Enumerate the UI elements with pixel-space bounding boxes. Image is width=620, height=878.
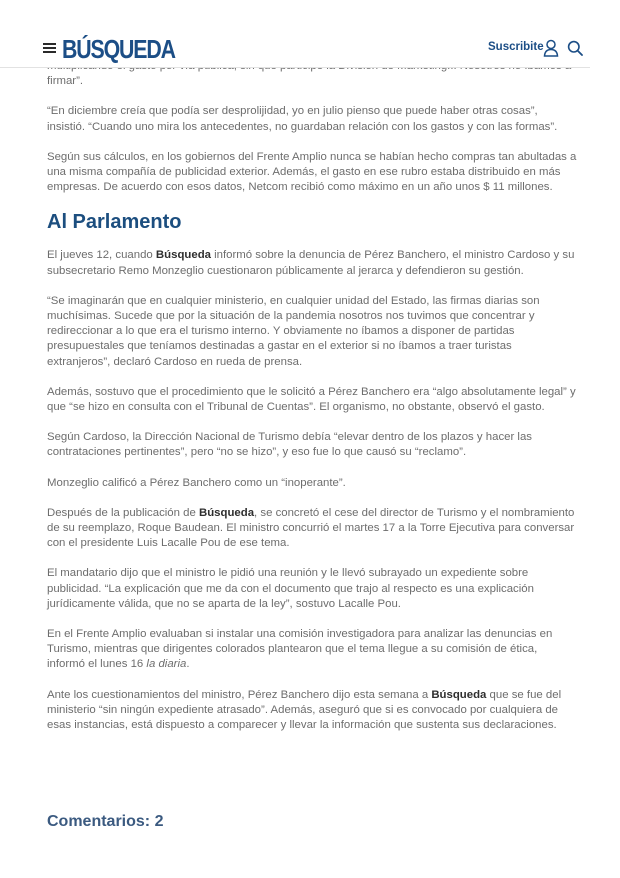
text-segment: que se fue del ministerio “sin ningún expediente atrasado”. Además, aseguró que si es convocado por cualquiera de esas instancias, está dispuesto a comparecer y llevar la información que sustenta sus declaraciones. bbox=[47, 688, 562, 732]
article-paragraph bbox=[47, 248, 577, 278]
publication-name: Búsqueda bbox=[155, 249, 211, 262]
article-body bbox=[47, 59, 577, 748]
site-header bbox=[0, 30, 590, 68]
article-paragraph bbox=[47, 627, 577, 673]
text-segment: Ante los cuestionamientos del ministro, Pérez Banchero dijo esta semana a bbox=[47, 688, 432, 701]
article-paragraph: Según sus cálculos, en los gobiernos del Frente Amplio nunca se habían hecho compras tan abultadas a una misma compañía de publicidad exterior. Además, el gasto en ese rubro estaba distribuido en más empresas. De acuerdo con esos datos, Netcom recibió como máximo en un año unos $ 11 millones. bbox=[47, 150, 577, 194]
article-paragraph: El mandatario dijo que el ministro le pidió una reunión y le llevó subrayado un expediente sobre publicidad. “La explicación que me da con el documento que trajo al respecto es una explicación jurídicamente válida, que no se aparta de la ley”, sostuvo Lacalle Pou. bbox=[47, 567, 534, 610]
hamburger-menu-icon[interactable] bbox=[43, 43, 56, 53]
text-segment: Después de la publicación de bbox=[47, 506, 199, 519]
article-paragraph: Además, sostuvo que el procedimiento que le solicitó a Pérez Banchero era “algo absolutamente legal” y que “se hizo en consulta con el Tribunal de Cuentas”. El organismo, no obstante, observó el gasto. bbox=[47, 385, 576, 414]
text-segment: En el Frente Amplio evaluaban si instalar una comisión investigadora para analizar las denuncias en Turismo, mientras que dirigentes colorados plantearon que el tema llegue a su comisión de ética, informó el lunes 16 bbox=[47, 628, 553, 671]
search-icon[interactable] bbox=[567, 40, 583, 56]
site-logo[interactable]: BÚSQUEDA bbox=[62, 34, 175, 64]
text-segment: . bbox=[186, 658, 190, 671]
article-paragraph bbox=[47, 506, 577, 552]
article-paragraph: Según Cardoso, la Dirección Nacional de Turismo debía “elevar dentro de los plazos y hacer las contrataciones pertinentes”, pero “no se hizo”, y eso fue lo que causó su “reclamo”. bbox=[47, 431, 532, 459]
publication-name: Búsqueda bbox=[431, 688, 487, 701]
publication-name: la diaria bbox=[146, 658, 187, 671]
article-paragraph: “Se imaginarán que en cualquier ministerio, en cualquier unidad del Estado, las firmas diarias son muchísimas. Sucede que por la situación de la pandemia nosotros nos tuvimos que concentrar y redireccionar a lo que era el turismo interno. Y obviamente no íbamos a disponer de partidas presupuestales que teníamos destinadas a gastar en el exterior si no íbamos a traer turistas extranjeros”, declaró Cardoso en rueda de prensa. bbox=[47, 294, 540, 368]
user-icon[interactable] bbox=[543, 39, 559, 57]
text-segment: , se concretó el cese del director de Turismo y el nombramiento de su reemplazo, Roque Baudean. El ministro concurrió el martes 17 a la Torre Ejecutiva para conversar con el presidente Luis Lacalle Pou de ese tema. bbox=[47, 506, 575, 550]
article-paragraph: firmar”. bbox=[47, 75, 84, 88]
comments-count-heading[interactable]: Comentarios: 2 bbox=[47, 813, 164, 830]
article-paragraph: “En diciembre creía que podía ser desprolijidad, yo en julio pienso que puede haber otras cosas”, insistió. “Cuando uno mira los antecedentes, no guardaban relación con los gastos y con las formas”. bbox=[47, 105, 558, 133]
article-paragraph: Monzeglio calificó a Pérez Banchero como un “inoperante”. bbox=[47, 476, 346, 489]
article-paragraph bbox=[47, 688, 577, 734]
text-segment: El jueves 12, cuando bbox=[47, 249, 156, 262]
text-segment: informó sobre la denuncia de Pérez Banchero, el ministro Cardoso y su subsecretario Remo Monzeglio cuestionaron públicamente al jerarca y defendieron su gestión. bbox=[47, 249, 575, 277]
subscribe-link[interactable]: Suscribite bbox=[488, 41, 544, 53]
section-heading: Al Parlamento bbox=[47, 211, 182, 234]
publication-name: Búsqueda bbox=[198, 506, 255, 519]
